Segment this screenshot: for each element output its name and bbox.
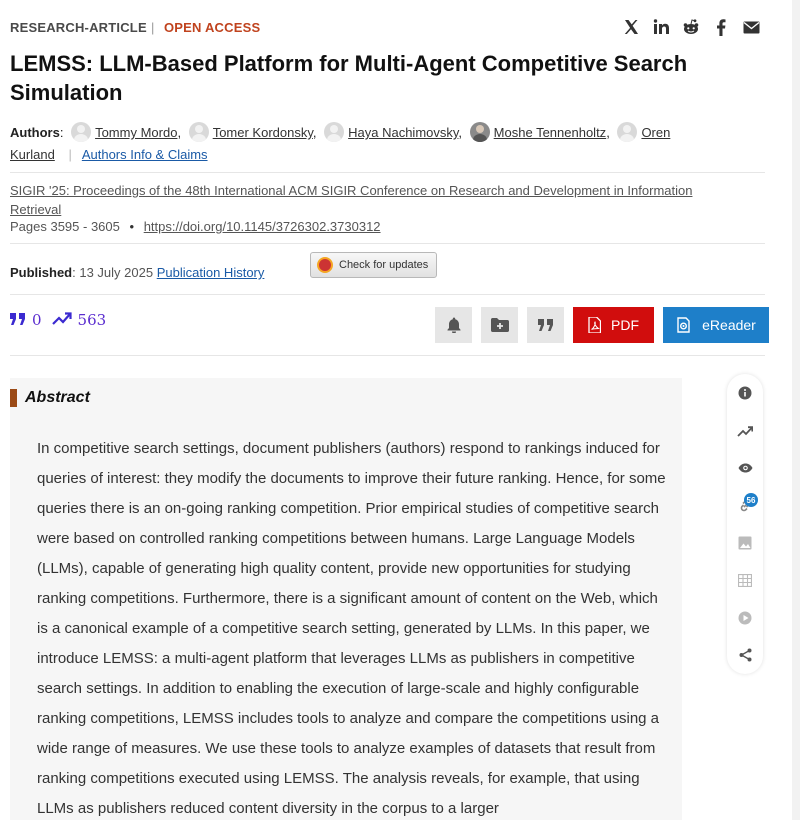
article-title: LEMSS: LLM-Based Platform for Multi-Agent Competitive Search Simulation [10,51,688,105]
author-entry [67,125,181,140]
article-header-bar [10,20,790,38]
author-separator: , [458,125,463,140]
pdf-label: PDF [611,317,639,333]
doi-link[interactable]: https://doi.org/10.1145/3726302.3730312 [143,219,381,234]
pdf-button[interactable] [573,307,654,343]
bullet: • [129,219,135,234]
share-icon[interactable] [737,647,753,663]
pages-text: Pages 3595 - 3605 [10,219,120,234]
avatar [189,122,209,142]
side-navigation-rail [727,374,763,674]
reddit-icon[interactable] [682,18,700,36]
avatar [470,122,490,142]
author-separator: , [177,125,182,140]
authors-line: Authors: Tommy Mordo, Tomer Kordonsky, Haya Nachimovsky, Moshe Tennenholtz, Oren Kurland | Authors Info & Claims [10,122,710,166]
linkedin-icon[interactable] [652,18,670,36]
author-entry [466,125,610,140]
metrics-trend-icon[interactable] [737,423,753,439]
divider [10,355,765,356]
avatar [617,122,637,142]
publication-history-link[interactable]: Publication History [156,265,265,280]
abstract-text: In competitive search settings, document publishers (authors) respond to rankings induced for queries of interest: they modify the documents to improve their future ranking. Hence, for some queries there is an on-going ranking competition. Prior empirical studies of competitive search were based on controlled ranking competitions between humans. Large Language Models (LLMs), capable of generating high quality content, provide new opportunities for studying ranking competitions. Furthermore, there is a significant amount of content on the Web, which is a canonical example of a competitive search setting, generated by LLMs. In this paper, we introduce LEMSS: a multi-agent platform that leverages LLMs as publishers in competitive search settings. In addition to enabling the execution of large-scale and highly configurable ranking competitions, LEMSS includes tools to analyze and compare the competitions using a wide range of measures. We use these tools to analyze examples of datasets that result from ranking competitions executed using LEMSS. The analysis reveals, for example, that using LLMs as publishers reduced content diversity in the corpus to a larger [37,440,666,817]
email-icon[interactable] [742,18,760,36]
facebook-icon[interactable] [712,18,730,36]
published-line: Published: 13 July 2025 Publication History [10,265,265,280]
header-separator: | [151,20,155,35]
article-type-label: RESEARCH-ARTICLE [10,20,147,35]
author-link[interactable]: Haya Nachimovsky [348,125,459,140]
pdf-icon [588,317,601,333]
divider [10,172,765,173]
abstract-section [10,378,682,820]
published-date: 13 July 2025 [79,265,154,280]
pages-doi-line [10,219,381,234]
author-link[interactable]: Tomer Kordonsky [212,125,313,140]
download-count[interactable]: 563 [77,311,107,329]
published-label: Published [10,265,73,280]
citation-count[interactable]: 0 [32,311,42,329]
folder-plus-icon [491,318,509,332]
quote-icon[interactable] [10,311,26,329]
abstract-heading [10,389,90,407]
author-link[interactable]: Moshe Tennenholtz [493,125,607,140]
section-marker [10,389,17,407]
avatar [71,122,91,142]
proceedings [10,181,730,219]
proceedings-link[interactable]: SIGIR '25: Proceedings of the 48th International ACM SIGIR Conference on Research and Development in Information Retrieval [10,183,693,217]
ereader-button[interactable] [663,307,769,343]
add-to-folder-button[interactable] [481,307,518,343]
scrollbar[interactable] [792,0,800,820]
references-count-badge: 56 [744,493,758,507]
trending-icon[interactable] [52,311,72,329]
divider: | [68,147,72,162]
author-entry [320,125,462,140]
table-icon[interactable] [737,572,753,588]
info-icon[interactable] [737,385,753,401]
cite-button[interactable] [527,307,564,343]
open-access-label: OPEN ACCESS [164,20,261,35]
x-icon[interactable] [622,18,640,36]
author-entry [185,125,317,140]
crossmark-icon [317,257,333,273]
bell-icon [447,317,461,333]
share-icons [622,18,760,36]
authors-label: Authors [10,125,60,140]
author-separator: , [606,125,610,140]
quote-icon [538,319,554,331]
author-link[interactable]: Tommy Mordo [95,125,178,140]
abstract-title: Abstract [25,389,90,406]
eye-icon[interactable] [737,460,753,476]
article-toolbar [435,307,769,343]
ereader-icon [676,317,692,333]
image-icon[interactable] [737,535,753,551]
play-icon[interactable] [737,610,753,626]
check-for-updates-button[interactable] [310,252,437,278]
author-link[interactable]: Oren Kurland [10,125,671,162]
divider [10,294,765,295]
alert-button[interactable] [435,307,472,343]
divider [10,243,765,244]
avatar [324,122,344,142]
ereader-label: eReader [702,317,756,333]
authors-info-link[interactable]: Authors Info & Claims [81,147,208,162]
check-updates-label: Check for updates [339,259,429,271]
metrics-bar [10,311,106,329]
author-separator: , [312,125,317,140]
